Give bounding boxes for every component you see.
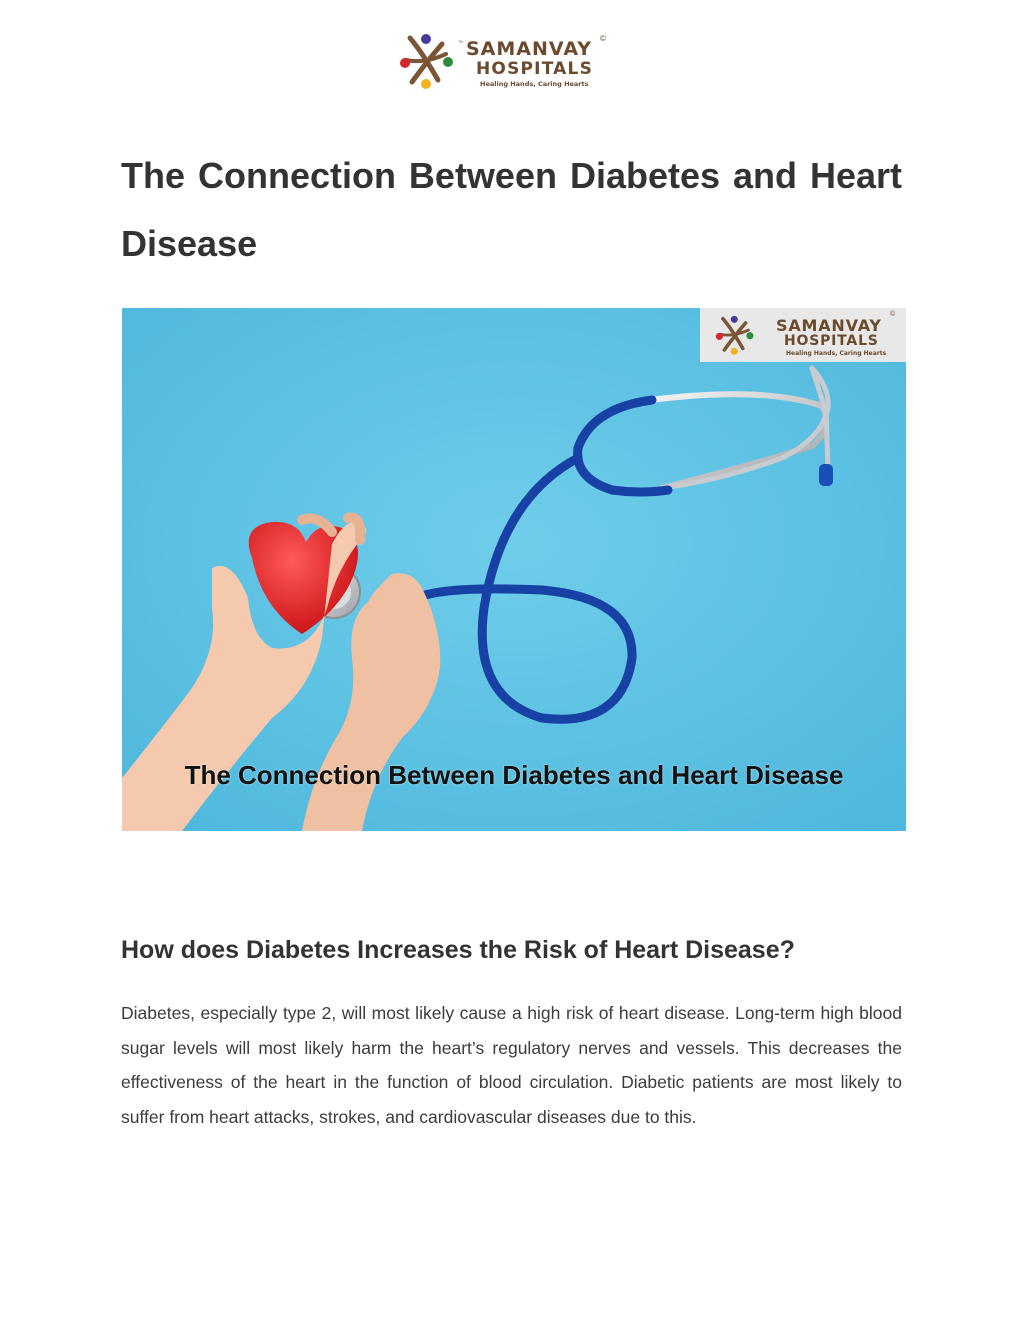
hero-brand-tagline: Healing Hands, Caring Hearts — [786, 350, 887, 357]
hero-brand-name: SAMANVAY — [776, 316, 882, 335]
copyright-symbol: © — [600, 34, 606, 43]
section-heading: How does Diabetes Increases the Risk of Heart Disease? — [121, 936, 795, 964]
section-paragraph: Diabetes, especially type 2, will most likely cause a high risk of heart disease. Long-term high blood sugar levels will most likely harm the heart’s regulatory nerves and vessels. This decreases the effectiveness of the heart in the function of blood circulation. Diabetic patients are most likely to suffer from heart attacks, strokes, and cardiovascular diseases due to this. — [121, 1003, 902, 1127]
samanvay-logo-icon — [712, 313, 758, 357]
hero-image — [122, 308, 906, 831]
page-title: The Connection Between Diabetes and Heart Disease — [121, 155, 902, 264]
hero-copyright-symbol: © — [890, 311, 896, 318]
hero-logo-badge — [700, 308, 906, 362]
brand-name: SAMANVAY — [466, 38, 592, 60]
samanvay-logo-icon — [398, 30, 456, 92]
trademark-symbol: ™ — [458, 40, 463, 46]
hero-caption: The Connection Between Diabetes and Heart Disease — [184, 760, 844, 790]
stethoscope-heart-illustration — [122, 308, 906, 831]
hero-brand-subtitle: HOSPITALS — [784, 333, 879, 349]
brand-subtitle: HOSPITALS — [476, 59, 594, 79]
brand-tagline: Healing Hands, Caring Hearts — [480, 80, 589, 88]
brand-logo — [398, 30, 618, 92]
